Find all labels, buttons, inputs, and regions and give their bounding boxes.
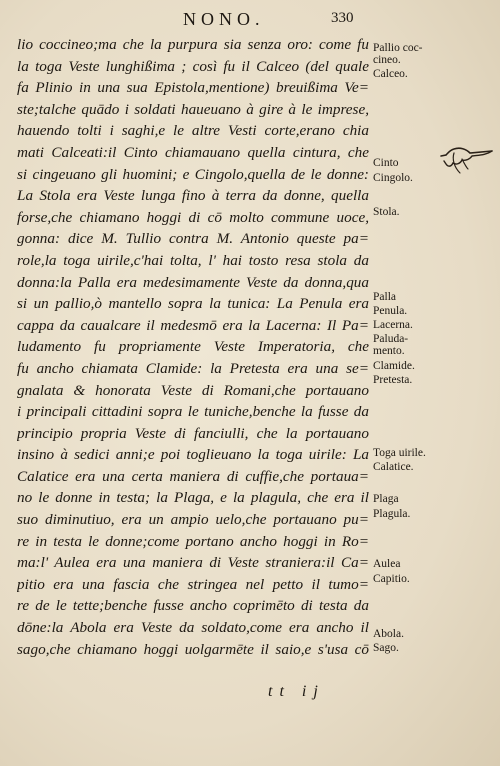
margin-note-lacerna: Lacerna. [373, 319, 413, 331]
text-line: suo diminutiuo, era un ampio uelo,che portauano pu= [17, 511, 369, 529]
text-line: ludamento fu propriamente Veste Imperatoria, che [17, 338, 369, 356]
margin-note-pretesta: Pretesta. [373, 374, 413, 386]
text-line: ste;talche quādo i soldati haueuano à gire à le imprese, [17, 100, 369, 118]
margin-note-cingolo: Cingolo. [373, 172, 413, 184]
margin-note-sago: Sago. [373, 642, 399, 654]
margin-note-palla: Palla [373, 291, 396, 303]
margin-note-capitio: Capitio. [373, 573, 410, 585]
running-head [0, 9, 500, 31]
text-line: si un pallio,ò mantello sopra la tunica: La Penula era [17, 295, 369, 313]
text-line: role,la toga uirile,c'hai tolta, l' hai tosto resa stola da [17, 251, 369, 269]
text-line: forse,che chiamano hoggi di cō molto commune uoce, [17, 208, 369, 226]
text-line: Calatice era una certa maniera di cuffie,che portaua= [17, 467, 369, 485]
pointing-hand-icon [440, 141, 494, 177]
text-line: i principali cittadini sopra le tuniche,benche la fusse da [17, 403, 369, 421]
signature-mark: tt ij [268, 683, 325, 700]
margin-note-abola: Abola. [373, 628, 404, 640]
page-header-title: NONO. [183, 9, 265, 29]
margin-note-paludamento: Paluda- mento. [373, 333, 409, 357]
text-line: fu ancho chiamata Clamide: la Pretesta era una se= [17, 359, 369, 377]
text-line: cappa da caualcare il medesmō era la Lacerna: Il Pa= [17, 316, 369, 334]
text-line: re in testa le donne;come portano ancho hoggi in Ro= [17, 532, 369, 550]
text-line: re de le tette;benche fusse ancho coprimēto di testa da [17, 597, 369, 615]
text-line: sago,che chiamano hoggi uolgarmēte il saio,e s'usa cō [17, 640, 369, 658]
text-line: ma:l' Aulea era una maniera di Veste straniera:il Ca= [17, 554, 369, 572]
main-text-block [17, 34, 369, 660]
text-line: lio coccineo;ma che la purpura sia senza oro: come fu [17, 36, 369, 53]
margin-note-plagula: Plagula. [373, 508, 411, 520]
text-line: insino à sedici anni;e poi toglieuano la toga uirile: La [17, 446, 369, 464]
text-line: hauendo tolti i saghi,e le altre Vesti corte,erano chia [17, 122, 369, 140]
text-line: fa Plinio in una sua Epistola,mentione) breuißima Ve= [17, 79, 369, 97]
margin-note-toga-uirile: Toga uirile. [373, 447, 426, 459]
text-line: La Stola era Veste lunga fino à terra da donne, quella [17, 187, 369, 205]
text-line: mati Calceati:il Cinto chiamauano quella cintura, che [17, 143, 369, 161]
text-line: donna:la Palla era medesimamente Veste da donna,qua [17, 273, 369, 291]
text-line: gonna: dice M. Tullio contra M. Antonio queste pa= [17, 230, 369, 248]
text-line: principio propria Veste di fanciulli, che la portauano [17, 424, 369, 442]
margin-note-aulea: Aulea [373, 558, 401, 570]
margin-note-clamide: Clamide. [373, 360, 415, 372]
text-line: pitio era una fascia che stringea nel petto il tumo= [17, 575, 369, 593]
text-line: no le donne in testa; la Plaga, e la plagula, che era il [17, 489, 369, 507]
margin-note-pallio-coccineo: Pallio coc- cineo. [373, 42, 423, 66]
margin-note-cinto: Cinto [373, 157, 399, 169]
page-number: 330 [331, 10, 354, 26]
margin-note-penula: Penula. [373, 305, 408, 317]
text-line: la toga Veste lunghißima ; così fu il Calceo (del quale [17, 57, 369, 75]
text-line: dōne:la Abola era Veste da soldato,come era ancho il [17, 619, 369, 637]
margin-note-calceo: Calceo. [373, 68, 408, 80]
margin-note-plaga: Plaga [373, 493, 399, 505]
text-line: gnalata & honorata Veste di Romani,che portauano [17, 381, 369, 399]
text-line: si cingeuano gli huomini; e Cingolo,quella de le donne: [17, 165, 369, 183]
margin-note-stola: Stola. [373, 206, 400, 218]
margin-note-calatice: Calatice. [373, 461, 414, 473]
